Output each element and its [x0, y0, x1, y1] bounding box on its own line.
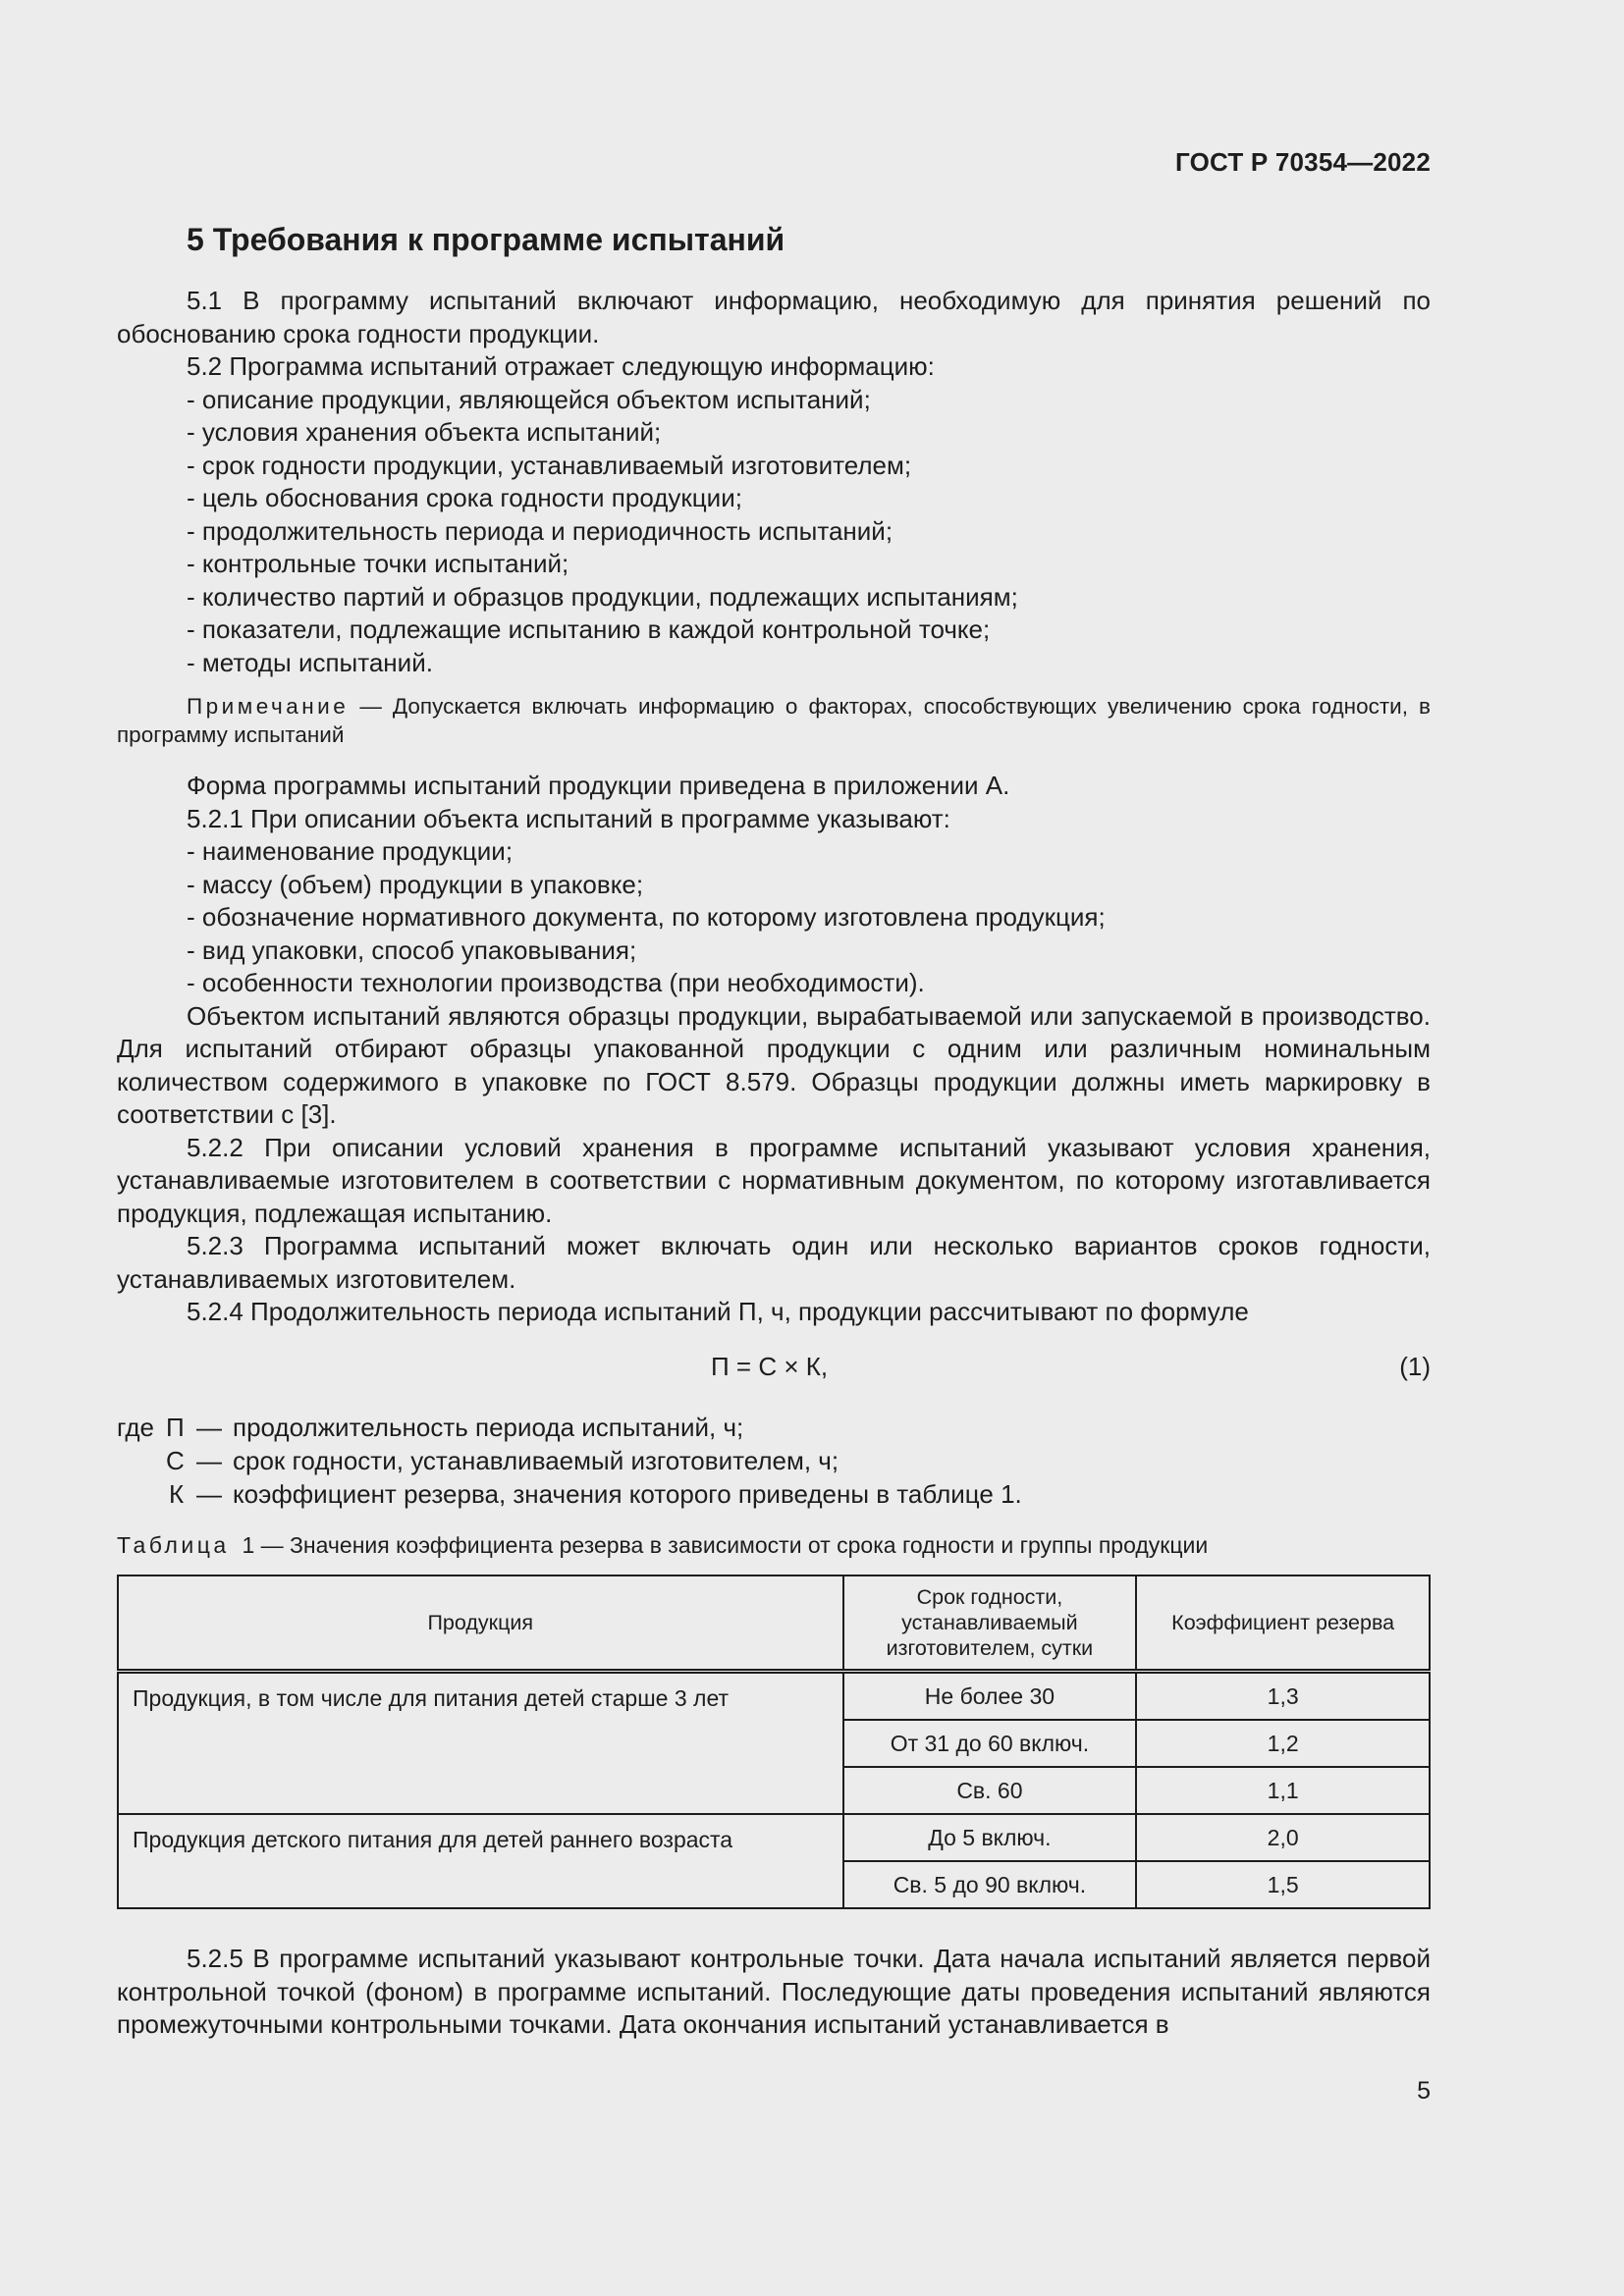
paragraph-5-2-1: 5.2.1 При описании объекта испытаний в программе указывают: [187, 803, 950, 833]
header-shelf-life: Срок годности, устанавливаемый изготовителем, сутки [843, 1575, 1137, 1672]
term-cell: Св. 5 до 90 включ. [843, 1861, 1137, 1908]
paragraph-5-2: 5.2 Программа испытаний отражает следующую информацию: [187, 351, 935, 381]
definition-dash: — [196, 1413, 222, 1442]
note [117, 693, 1431, 749]
paragraph-5-2-5: 5.2.5 В программе испытаний указывают контрольные точки. Дата начала испытаний является первой контрольной точкой (фоном) в программе испытаний. Последующие даты проведения испытаний являются промежуточными контрольными точками. Дата окончания испытаний устанавливается в [117, 1944, 1431, 2039]
requirements-block [117, 285, 1431, 679]
form-reference: Форма программы испытаний продукции приведена в приложении А. [187, 771, 1010, 800]
note-dash: — [349, 694, 393, 719]
list-item: - срок годности продукции, устанавливаемый изготовителем; [187, 450, 912, 480]
list-item: - контрольные точки испытаний; [187, 549, 569, 578]
note-text: Допускается включать информацию о факторах, способствующих увеличению срока годности, в программу испытаний [117, 694, 1431, 747]
paragraph-5-2-4: 5.2.4 Продолжительность периода испытаний П, ч, продукции рассчитывают по формуле [187, 1297, 1249, 1326]
formula-number: (1) [1399, 1352, 1431, 1381]
test-object-block [117, 770, 1431, 1329]
list-item: - методы испытаний. [187, 647, 433, 677]
coef-cell: 1,2 [1136, 1720, 1430, 1767]
control-points-block [117, 1943, 1431, 2042]
paragraph-5-1: 5.1 В программу испытаний включают информацию, необходимую для принятия решений по обоснованию срока годности продукции. [117, 286, 1431, 348]
term-cell: До 5 включ. [843, 1814, 1137, 1861]
table-caption-text: 1 — Значения коэффициента резерва в зависимости от срока годности и группы продукции [242, 1532, 1209, 1558]
definition-text: продолжительность периода испытаний, ч; [233, 1413, 744, 1442]
paragraph-5-2-2: 5.2.2 При описании условий хранения в программе испытаний указывают условия хранения, устанавливаемые изготовителем в соответствии с нормативным документом, по которому изготавливается продукция, подлежащая испытанию. [117, 1132, 1431, 1228]
product-cell: Продукция детского питания для детей раннего возраста [118, 1814, 843, 1908]
definition-text: коэффициент резерва, значения которого приведены в таблице 1. [233, 1479, 1022, 1509]
definition-dash: — [196, 1446, 222, 1475]
header-product: Продукция [118, 1575, 843, 1672]
list-item: - продолжительность периода и периодичность испытаний; [187, 515, 893, 546]
coef-cell: 1,1 [1136, 1767, 1430, 1814]
table-header-row [118, 1575, 1430, 1672]
where-word: где [117, 1413, 154, 1442]
list-item: - наименование продукции; [187, 836, 514, 866]
term-cell: Не более 30 [843, 1672, 1137, 1721]
note-block [117, 693, 1431, 749]
list-item: - особенности технологии производства (при необходимости). [187, 968, 925, 997]
definition-symbol: П [166, 1413, 185, 1442]
table-row [118, 1814, 1430, 1861]
formula-expression: П = С × К, [711, 1352, 829, 1381]
list-item: - количество партий и образцов продукции, подлежащих испытаниям; [187, 581, 1018, 612]
product-cell: Продукция, в том числе для питания детей старше 3 лет [118, 1672, 843, 1815]
list-item: - цель обоснования срока годности продукции; [187, 483, 742, 512]
coef-cell: 2,0 [1136, 1814, 1430, 1861]
list-item: - показатели, подлежащие испытанию в каждой контрольной точке; [187, 614, 991, 644]
note-label: Примечание [187, 694, 350, 719]
header-coefficient: Коэффициент резерва [1136, 1575, 1430, 1672]
paragraph-5-2-3: 5.2.3 Программа испытаний может включать один или несколько вариантов сроков годности, устанавливаемых изготовителем. [117, 1231, 1431, 1294]
list-item: - обозначение нормативного документа, по которому изготовлена продукция; [187, 902, 1106, 932]
term-cell: От 31 до 60 включ. [843, 1720, 1137, 1767]
coef-cell: 1,3 [1136, 1672, 1430, 1721]
table-caption [117, 1532, 1208, 1559]
definition-row [117, 1411, 1197, 1444]
page-number: 5 [1417, 2077, 1431, 2105]
section-title: 5 Требования к программе испытаний [187, 222, 785, 257]
list-item: - массу (объем) продукции в упаковке; [187, 869, 644, 899]
term-cell: Св. 60 [843, 1767, 1137, 1814]
list-item: - условия хранения объекта испытаний; [187, 417, 662, 447]
definition-symbol: К [169, 1479, 185, 1509]
list-item: - описание продукции, являющейся объектом испытаний; [187, 384, 871, 414]
definition-symbol: С [166, 1446, 185, 1475]
table-caption-label: Таблица [117, 1532, 230, 1558]
definition-text: срок годности, устанавливаемый изготовителем, ч; [233, 1446, 839, 1475]
reserve-coefficient-table [117, 1575, 1431, 1909]
coef-cell: 1,5 [1136, 1861, 1430, 1908]
list-item: - вид упаковки, способ упаковывания; [187, 934, 637, 965]
definition-row [117, 1444, 1197, 1477]
formula-definitions [117, 1411, 1197, 1511]
standard-designation: ГОСТ Р 70354—2022 [1175, 147, 1431, 177]
definition-row [117, 1477, 1197, 1511]
table-row [118, 1672, 1430, 1721]
definition-dash: — [196, 1479, 222, 1509]
object-paragraph: Объектом испытаний являются образцы продукции, вырабатываемой или запускаемой в производство. Для испытаний отбирают образцы упакованной продукции с одним или различным номинальным количеством содержимого в упаковке по ГОСТ 8.579. Образцы продукции должны иметь маркировку в соответствии с [3]. [117, 1000, 1431, 1129]
